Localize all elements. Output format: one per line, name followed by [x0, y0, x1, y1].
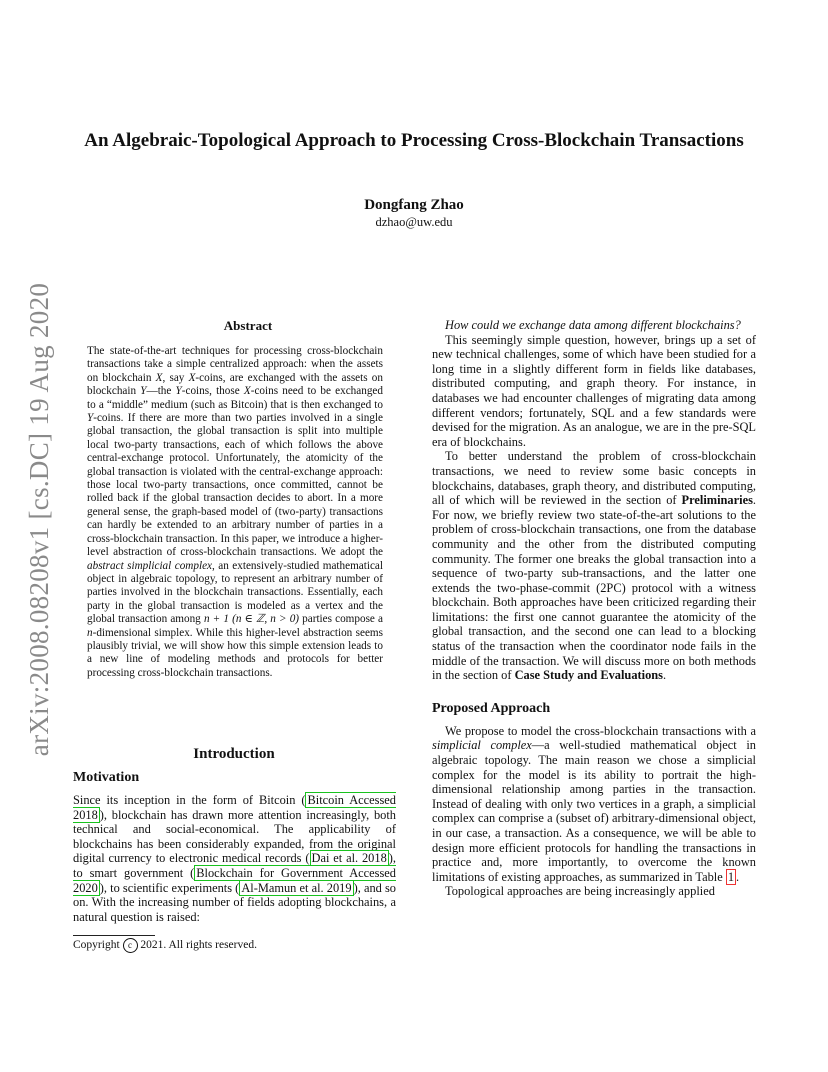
body-paragraph: To better understand the problem of cross-blockchain transactions, we need to review some basic concepts in blockchains, databases, graph theory, and distributed computing, all of which will be reviewed in the section of Preliminaries. For now, we briefly review two state-of-the-art solutions to the problem of cross-blockchain transactions, one from the database community and the other from the distributed computing community. The former one breaks the global transaction into a sequence of two-party sub-transactions, and the latter one extends the two-phase-commit (2PC) protocol with a witness blockchain. Both approaches have been criticized regarding their limitations: the first one cannot guarantee the atomicity of the global transaction, and the second one can lead to a blocking status of the transaction when the coordinator node fails in the middle of the transaction. We will discuss more on both methods in the section of Case Study and Evaluations. [432, 449, 756, 683]
emphasis-term: simplicial complex [432, 738, 532, 753]
emphasis-term: abstract simplicial complex [87, 559, 212, 572]
author-email: dzhao@uw.edu [375, 215, 453, 229]
citation-link[interactable]: Al-Mamun et al. 2019 [241, 880, 352, 895]
section-reference: Preliminaries [681, 493, 753, 508]
table-reference-link[interactable]: 1 [727, 869, 735, 884]
abstract-text: The state-of-the-art techniques for processing cross-blockchain transactions take a simple centralized approach: when the assets on blockchain X, say X-coins, are exchanged with the assets on blockchain Y—the Y-coins, those X-coins need to be exchanged to a “middle” medium (such as Bitcoin) that is then exchanged to Y-coins. If there are more than two parties involved in a single global transaction, the global transaction is split into multiple local two-party transactions, each of which follows the above central-exchange protocol. Unfortunately, the atomicity of the global transaction is violated with the central-exchange approach: those local two-party transactions, once committed, cannot be rolled back if the global transaction decides to abort. In a more general sense, the graph-based model of (two-party) transactions can hardly be extended to an arbitrary number of parties in a cross-blockchain transaction. In this paper, we introduce a higher-level abstraction of cross-blockchain transactions. We adopt the abstract simplicial complex, an extensively-studied mathematical object in algebraic topology, to represent an arbitrary number of parties involved in the blockchain transactions. Essentially, each party in the global transaction is modeled as a vertex and the global transaction among n + 1 (n ∈ ℤ, n > 0) parties compose a n-dimensional simplex. While this higher-level abstraction seems plausibly trivial, we will show how this simple extension leads to a new line of modeling methods and protocols for better processing cross-blockchain transactions. [87, 345, 383, 679]
motivation-paragraph: Since its inception in the form of Bitcoin ( Bitcoin Accessed 2018 ), blockchain has drawn more attention increasingly, both technical and social-economical. The applicability of blockchains has been considerably expanded, from the original digital currency to electronic medical records ( Dai et al. 2018 ), to smart government ( Blockchain for Government Accessed 2020 ), to scientific experiments ( Al-Mamun et al. 2019 ), and so on. With the increasing number of fields adopting blockchains, a natural question is raised: [73, 793, 396, 924]
citation-link[interactable]: Blockchain for Government Accessed 2020 [73, 865, 396, 895]
research-question: How could we exchange data among different blockchains? [445, 318, 741, 332]
body-paragraph: This seemingly simple question, however, brings up a set of new technical challenges, some of which have been studied for a long time in a slightly different form in fields like databases, distributed computing, and graph theory. For instance, in databases we had encounter challenges of migrating data among different vendors; fortunately, SQL and a few standards were devised for the migration. As an analogue, we are in the pre-SQL era of blockchains. [432, 332, 756, 449]
citation-link[interactable]: Dai et al. 2018 [311, 851, 387, 866]
citation-link[interactable]: Bitcoin Accessed 2018 [73, 793, 396, 822]
author-name: Dongfang Zhao [364, 197, 464, 213]
math-expression: n + 1 (n ∈ ℤ, n > 0) [203, 613, 300, 626]
body-paragraph: We propose to model the cross-blockchain transactions with a simplicial complex—a well-studied mathematical object in algebraic topology. The main reason we chose a simplicial complex for the model is its ability to portrait the high-dimensional relationship among parties in the transaction. Instead of dealing with only two vertices in a graph, a simplicial complex can comprise a (subset of) arbitrary-dimensional object, in our case, a transaction. As a consequence, we will be able to design more efficient protocols for handling the transactions in practice and, more importantly, to overcome the known limitations of existing approaches, as summarized in Table 1 . [432, 723, 756, 884]
body-paragraph: Topological approaches are being increasingly applied [445, 884, 715, 899]
introduction-heading: Introduction [193, 746, 275, 762]
copyright-symbol: c [123, 938, 138, 953]
paper-title: An Algebraic-Topological Approach to Processing Cross-Blockchain Transactions [84, 130, 744, 151]
copyright-footnote: Copyright c 2021. All rights reserved. [73, 939, 257, 952]
right-column [432, 318, 756, 899]
abstract-heading: Abstract [223, 318, 273, 333]
arxiv-identifier [20, 282, 60, 756]
motivation-heading: Motivation [73, 770, 140, 785]
section-reference: Case Study and Evaluations [514, 668, 663, 683]
footnote-rule [73, 935, 155, 936]
arxiv-identifier-text: arXiv:2008.08208v1 [cs.DC] 19 Aug 2020 [24, 282, 55, 756]
proposed-approach-heading: Proposed Approach [432, 700, 551, 716]
